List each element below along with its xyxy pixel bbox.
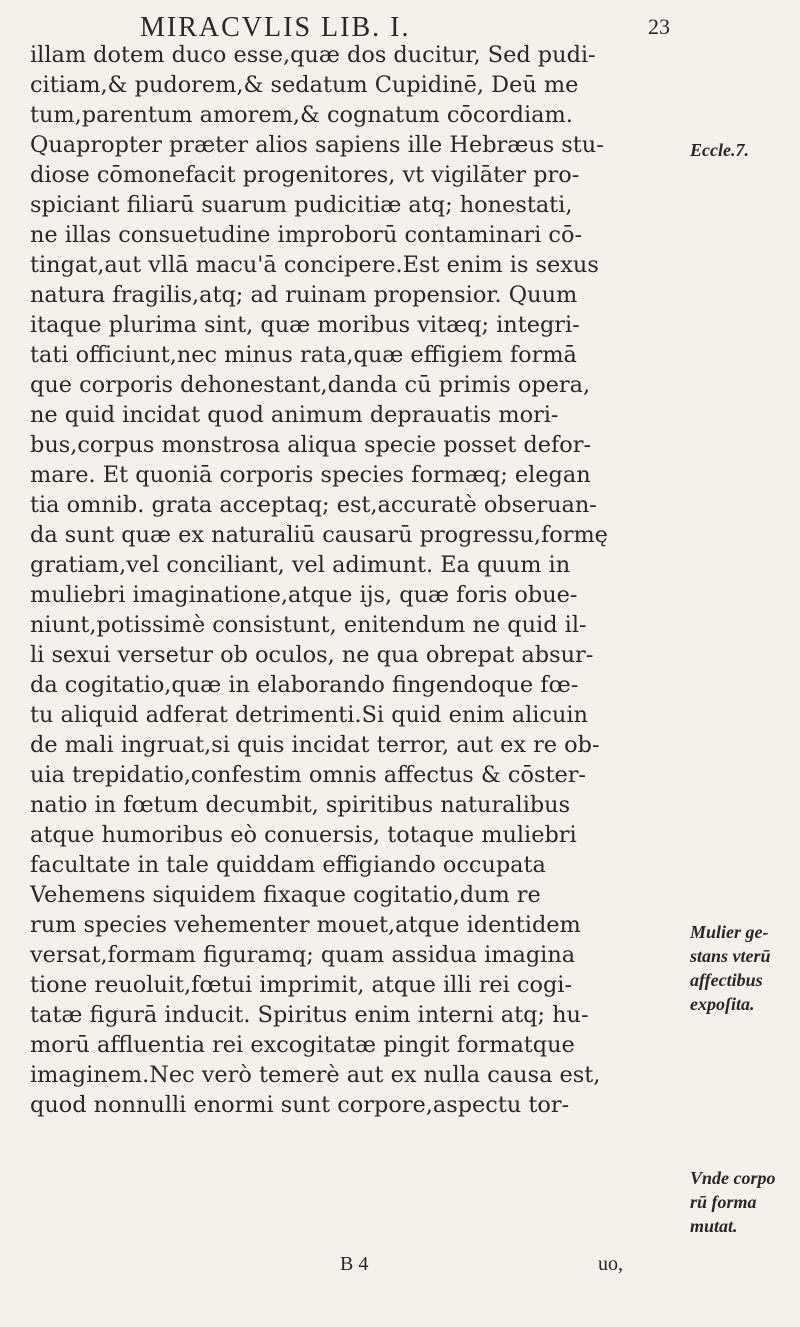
text-line: atque humoribus eò conuersis, totaque muliebri	[30, 822, 577, 848]
text-line: imaginem.Nec verò temerè aut ex nulla causa est,	[30, 1062, 601, 1088]
text-line: tati officiunt,nec minus rata,quæ effigiem formā	[30, 342, 577, 368]
text-line: Quapropter præter alios sapiens ille Hebræus stu-	[30, 132, 604, 158]
text-line: muliebri imaginatione,atque ijs, quæ foris obue-	[30, 582, 578, 608]
text-line: diose cōmonefacit progenitores, vt vigilāter pro-	[30, 162, 580, 188]
text-line: tione reuoluit,fœtui imprimit, atque illi rei cogi-	[30, 972, 573, 998]
text-line: que corporis dehonestant,danda cū primis opera,	[30, 372, 591, 398]
text-line: de mali ingruat,si quis incidat terror, aut ex re ob-	[30, 732, 600, 758]
text-line: spiciant filiarū suarum pudicitiæ atq; honestati,	[30, 192, 573, 218]
running-title: MIRACVLIS LIB. I.	[140, 12, 411, 43]
text-line: bus,corpus monstrosa aliqua specie posset defor-	[30, 432, 592, 458]
marginal-note-reference: Eccle.7.	[690, 140, 749, 160]
text-line: gratiam,vel conciliant, vel adimunt. Ea quum in	[30, 552, 571, 578]
text-line: uia trepidatio,confestim omnis affectus & cōster-	[30, 762, 586, 788]
text-line: natio in fœtum decumbit, spiritibus naturalibus	[30, 792, 571, 818]
catchword: uo,	[598, 1253, 623, 1275]
text-line: rum species vehementer mouet,atque identidem	[30, 912, 581, 938]
text-line: tingat,aut vllā macu'ā concipere.Est enim is sexus	[30, 252, 599, 278]
text-line: illam dotem duco esse,quæ dos ducitur, Sed pudi-	[30, 42, 596, 68]
text-line: tatæ figurā inducit. Spiritus enim interni atq; hu-	[30, 1002, 589, 1028]
text-line: morū affluentia rei excogitatæ pingit formatque	[30, 1032, 575, 1058]
text-line: tu aliquid adferat detrimenti.Si quid enim alicuin	[30, 702, 588, 728]
text-line: niunt,potissimè consistunt, enitendum ne quid il-	[30, 612, 587, 638]
text-line: itaque plurima sint, quæ moribus vitæq; integri-	[30, 312, 580, 338]
marginal-note: Vnde corpo	[690, 1168, 776, 1188]
marginal-note: stans vterū	[690, 946, 771, 966]
marginal-note: expoſita.	[690, 994, 755, 1014]
text-line: tia omnib. grata acceptaq; est,accuratè obseruan-	[30, 492, 597, 518]
text-line: citiam,& pudorem,& sedatum Cupidinē, Deū me	[30, 72, 579, 98]
marginal-note: affectibus	[690, 970, 763, 990]
marginal-note: rū forma	[690, 1192, 757, 1212]
text-line: Vehemens siquidem fixaque cogitatio,dum re	[30, 882, 541, 908]
text-line: natura fragilis,atq; ad ruinam propensior. Quum	[30, 282, 578, 308]
text-line: tum,parentum amorem,& cognatum cōcordiam.	[30, 102, 573, 128]
text-line: facultate in tale quiddam effigiando occupata	[30, 852, 546, 878]
text-line: ne quid incidat quod animum deprauatis mori-	[30, 402, 559, 428]
signature-mark: B 4	[340, 1253, 369, 1275]
text-line: da cogitatio,quæ in elaborando fingendoque fœ-	[30, 672, 579, 698]
marginal-note: Mulier ge-	[690, 922, 769, 942]
text-line: da sunt quæ ex naturaliū causarū progressu,formę	[30, 522, 608, 548]
text-line: quod nonnulli enormi sunt corpore,aspectu tor-	[30, 1092, 570, 1118]
marginal-note: mutat.	[690, 1216, 738, 1236]
page-number: 23	[648, 14, 670, 39]
text-line: mare. Et quoniā corporis species formæq; elegan	[30, 462, 591, 488]
text-line: versat,formam figuramq; quam assidua imagina	[30, 942, 576, 968]
text-line: li sexui versetur ob oculos, ne qua obrepat absur-	[30, 642, 594, 668]
text-line: ne illas consuetudine improborū contaminari cō-	[30, 222, 583, 248]
